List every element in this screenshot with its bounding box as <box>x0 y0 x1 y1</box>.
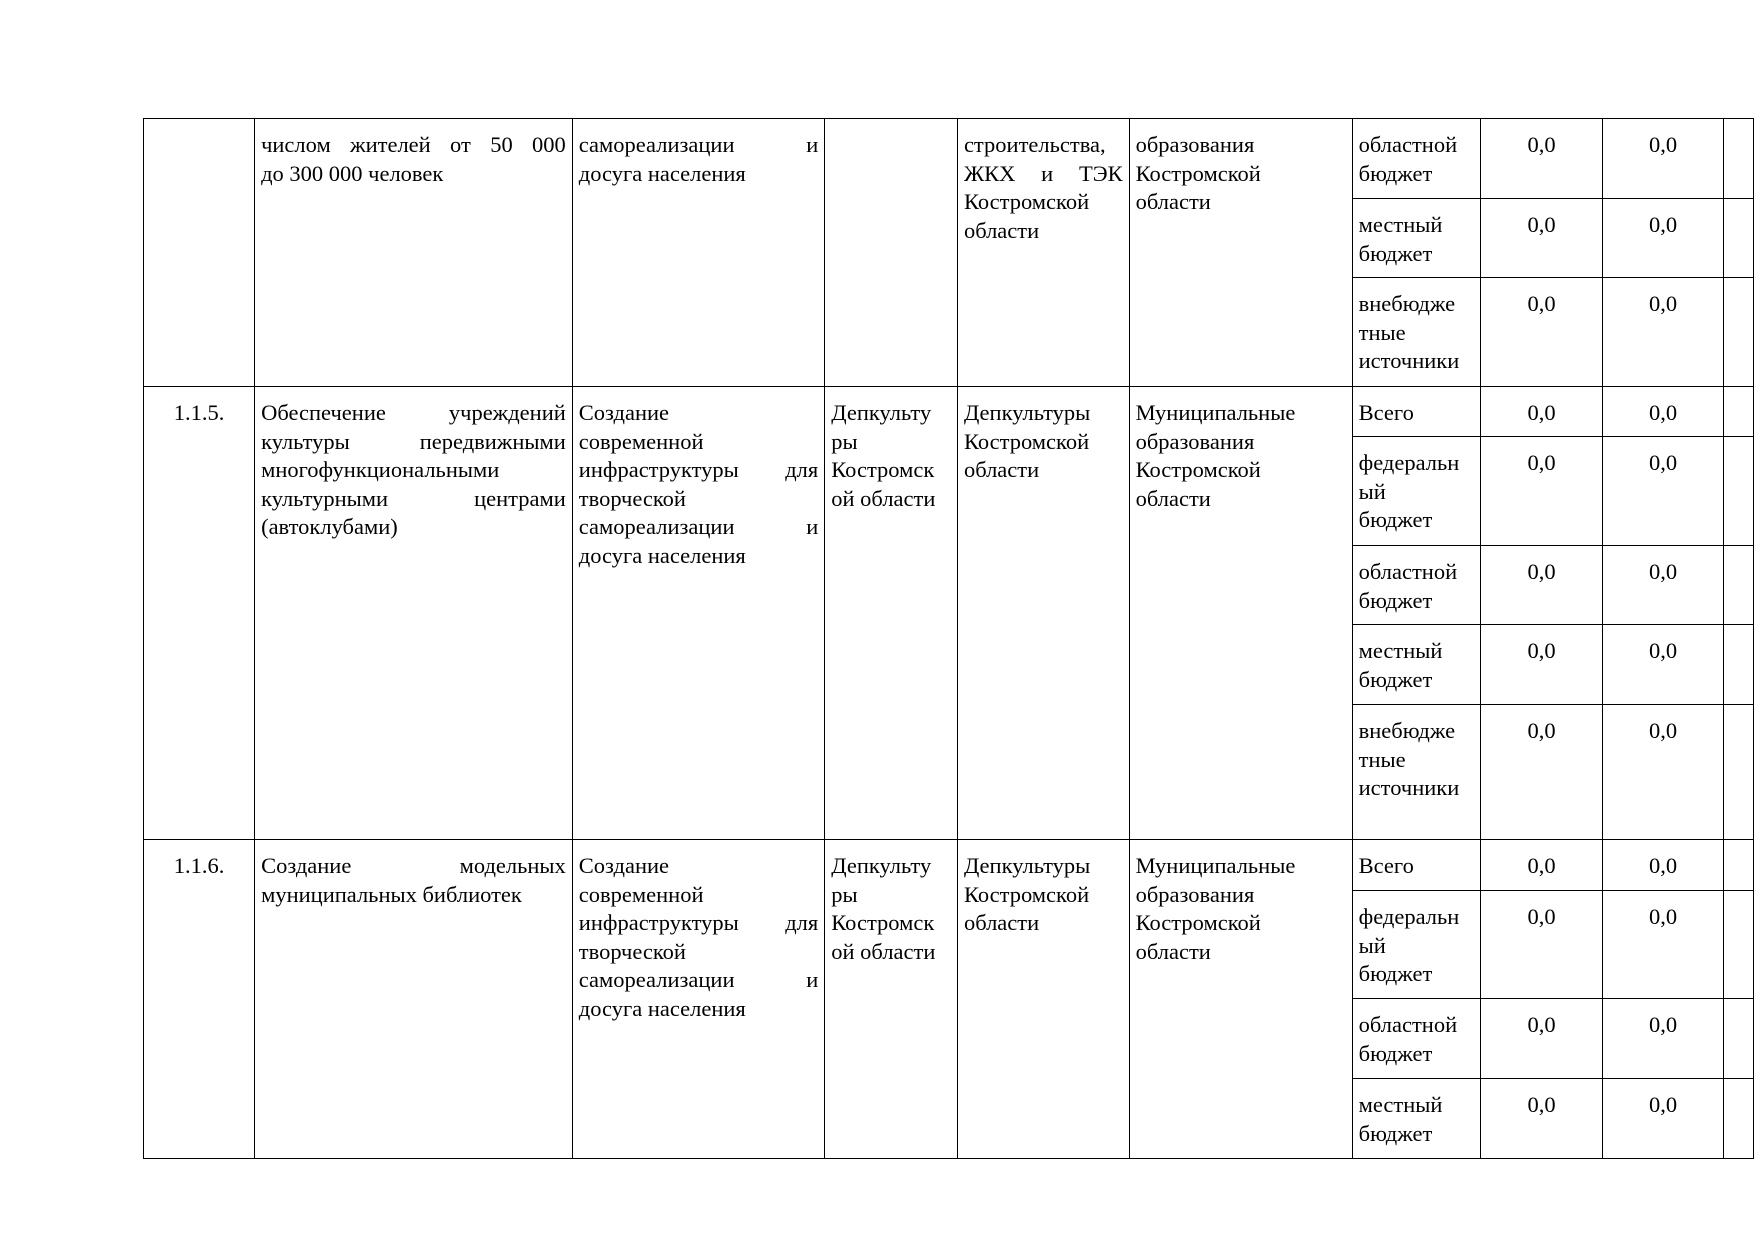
activity-goal-line: творческой <box>578 938 686 964</box>
funding-source-cell <box>1352 840 1481 891</box>
activity-number-cell: 1.1.6. <box>144 840 255 1159</box>
funding-source-cell <box>1352 999 1481 1079</box>
funding-source-line: местный <box>1358 638 1443 663</box>
activity-number-cell: 1.1.5. <box>144 387 255 840</box>
participant-line: Костромской <box>1135 457 1261 482</box>
participant-line: Костромской <box>1135 160 1261 186</box>
activity-goal-line: современной <box>578 881 704 907</box>
executor-line: Депкульту <box>831 853 932 878</box>
activity-name-line: (автоклубами) <box>261 514 398 539</box>
executor-cell <box>825 387 958 840</box>
activity-goal-line: Создание <box>578 400 670 425</box>
funding-source-line: бюджет <box>1358 587 1433 613</box>
participant-cell <box>1129 119 1352 387</box>
funding-source-cell <box>1352 278 1481 387</box>
activity-name-cell <box>255 387 573 840</box>
executor-cell <box>825 119 958 387</box>
executor-line: ой области <box>831 938 936 964</box>
clipped-cell <box>1724 387 1754 437</box>
funding-source-line: бюджет <box>1358 1040 1433 1066</box>
funding-source-line: бюджет <box>1358 507 1433 532</box>
funding-source-line: бюджет <box>1358 666 1433 692</box>
funding-source-line: внебюдже <box>1358 718 1456 743</box>
activity-goal-line: самореализации и <box>578 132 819 157</box>
activity-name-line: многофункциональными <box>261 457 500 482</box>
funding-value-2: 0,0 <box>1602 546 1723 625</box>
clipped-cell <box>1724 437 1754 546</box>
funding-value-1: 0,0 <box>1481 891 1602 999</box>
coexecutor-line: Костромской <box>963 189 1090 214</box>
clipped-cell <box>1724 199 1754 278</box>
funding-source-cell <box>1352 119 1481 199</box>
funding-source-cell <box>1352 891 1481 999</box>
funding-source-cell <box>1352 625 1481 705</box>
activity-name-line: культуры передвижными <box>261 428 566 454</box>
activity-goal-cell <box>572 387 824 840</box>
funding-value-2: 0,0 <box>1602 625 1723 705</box>
funding-source-cell <box>1352 387 1481 437</box>
participant-line: Муниципальные <box>1135 400 1296 425</box>
participant-line: области <box>1135 189 1211 214</box>
funding-source-cell <box>1352 546 1481 625</box>
funding-value-2: 0,0 <box>1602 891 1723 999</box>
funding-value-2: 0,0 <box>1602 1079 1723 1159</box>
clipped-cell <box>1724 891 1754 999</box>
activity-goal-line: современной <box>578 428 704 454</box>
executor-line: ры <box>831 428 858 454</box>
clipped-cell <box>1724 999 1754 1079</box>
funding-value-1: 0,0 <box>1481 437 1602 546</box>
activity-goal-cell <box>572 119 824 387</box>
funding-source-line: ый <box>1358 478 1386 504</box>
clipped-cell <box>1724 1079 1754 1159</box>
funding-source-line: федеральн <box>1358 904 1460 929</box>
coexecutor-line: области <box>963 217 1040 243</box>
activity-goal-line: Создание <box>578 853 670 878</box>
funding-source-line: ый <box>1358 932 1386 958</box>
activity-name-cell <box>255 840 573 1159</box>
coexecutor-line: ЖКХ и ТЭК <box>963 160 1123 186</box>
participant-line: области <box>1135 938 1211 964</box>
program-activities-table <box>143 118 1754 1159</box>
funding-value-2: 0,0 <box>1602 387 1723 437</box>
activity-goal-line: творческой <box>578 485 686 511</box>
executor-cell <box>825 840 958 1159</box>
activity-name-line: числом жителей от 50 000 <box>261 132 566 157</box>
coexecutor-line: Костромской <box>963 428 1090 454</box>
clipped-cell <box>1724 840 1754 891</box>
activity-goal-line: самореализации и <box>578 967 819 992</box>
participant-line: образования <box>1135 881 1255 907</box>
funding-value-1: 0,0 <box>1481 1079 1602 1159</box>
clipped-cell <box>1724 705 1754 840</box>
coexecutor-cell <box>957 387 1129 840</box>
funding-source-cell <box>1352 1079 1481 1159</box>
coexecutor-line: области <box>963 910 1040 935</box>
participant-line: образования <box>1135 132 1255 157</box>
funding-value-1: 0,0 <box>1481 278 1602 387</box>
funding-value-1: 0,0 <box>1481 546 1602 625</box>
activity-name-cell <box>255 119 573 387</box>
funding-value-2: 0,0 <box>1602 437 1723 546</box>
participant-line: Костромской <box>1135 910 1261 935</box>
funding-source-line: местный <box>1358 1092 1443 1117</box>
clipped-cell <box>1724 546 1754 625</box>
coexecutor-line: области <box>963 457 1040 482</box>
funding-value-2: 0,0 <box>1602 278 1723 387</box>
funding-source-line: областной <box>1358 559 1458 584</box>
clipped-cell <box>1724 625 1754 705</box>
activity-goal-line: досуга населения <box>578 160 746 186</box>
coexecutor-line: Депкультуры <box>963 400 1091 425</box>
funding-value-1: 0,0 <box>1481 199 1602 278</box>
table-row <box>144 387 1754 437</box>
funding-source-line: источники <box>1358 348 1460 373</box>
funding-value-2: 0,0 <box>1602 199 1723 278</box>
funding-source-line: областной <box>1358 1012 1458 1037</box>
table-row <box>144 840 1754 891</box>
executor-line: Костромск <box>831 457 935 482</box>
funding-source-line: Всего <box>1358 853 1414 878</box>
funding-value-1: 0,0 <box>1481 387 1602 437</box>
funding-value-2: 0,0 <box>1602 840 1723 891</box>
participant-line: образования <box>1135 428 1255 454</box>
activity-goal-line: досуга населения <box>578 995 746 1021</box>
participant-cell <box>1129 840 1352 1159</box>
funding-source-line: бюджет <box>1358 1120 1433 1146</box>
activity-name-line: культурными центрами <box>261 485 566 511</box>
executor-line: Депкульту <box>831 400 932 425</box>
funding-source-cell <box>1352 199 1481 278</box>
clipped-cell <box>1724 278 1754 387</box>
funding-value-1: 0,0 <box>1481 840 1602 891</box>
funding-value-1: 0,0 <box>1481 999 1602 1079</box>
participant-line: области <box>1135 485 1211 511</box>
activity-name-line: Обеспечение учреждений <box>261 400 566 425</box>
activity-name-line: Создание модельных <box>261 853 566 878</box>
funding-source-line: областной <box>1358 132 1458 157</box>
executor-line: ой области <box>831 485 936 511</box>
funding-value-1: 0,0 <box>1481 625 1602 705</box>
activity-goal-line: инфраструктуры для <box>578 457 819 482</box>
funding-source-line: Всего <box>1358 400 1414 425</box>
funding-value-2: 0,0 <box>1602 999 1723 1079</box>
funding-value-2: 0,0 <box>1602 119 1723 199</box>
funding-source-line: бюджет <box>1358 240 1433 266</box>
coexecutor-cell <box>957 119 1129 387</box>
funding-source-line: федеральн <box>1358 450 1460 475</box>
coexecutor-line: Депкультуры <box>963 853 1091 878</box>
activity-goal-cell <box>572 840 824 1159</box>
participant-line: Муниципальные <box>1135 853 1296 878</box>
funding-source-line: бюджет <box>1358 961 1433 986</box>
executor-line: ры <box>831 881 858 907</box>
funding-source-line: источники <box>1358 775 1460 800</box>
activity-goal-line: досуга населения <box>578 542 746 568</box>
coexecutor-line: строительства, <box>963 132 1106 157</box>
activity-number-cell <box>144 119 255 387</box>
funding-value-1: 0,0 <box>1481 705 1602 840</box>
funding-source-cell <box>1352 437 1481 546</box>
funding-source-cell <box>1352 705 1481 840</box>
funding-value-2: 0,0 <box>1602 705 1723 840</box>
coexecutor-line: Костромской <box>963 881 1090 907</box>
participant-cell <box>1129 387 1352 840</box>
clipped-cell <box>1724 119 1754 199</box>
funding-source-line: местный <box>1358 212 1443 237</box>
executor-line: Костромск <box>831 910 935 935</box>
activity-goal-line: инфраструктуры для <box>578 910 819 935</box>
activity-goal-line: самореализации и <box>578 514 819 539</box>
funding-source-line: бюджет <box>1358 160 1433 186</box>
coexecutor-cell <box>957 840 1129 1159</box>
table-row <box>144 119 1754 199</box>
activity-name-line: до 300 000 человек <box>261 160 444 186</box>
funding-value-1: 0,0 <box>1481 119 1602 199</box>
funding-source-line: внебюдже <box>1358 291 1456 316</box>
funding-source-line: тные <box>1358 319 1406 345</box>
funding-source-line: тные <box>1358 746 1406 772</box>
activity-name-line: муниципальных библиотек <box>261 881 522 907</box>
